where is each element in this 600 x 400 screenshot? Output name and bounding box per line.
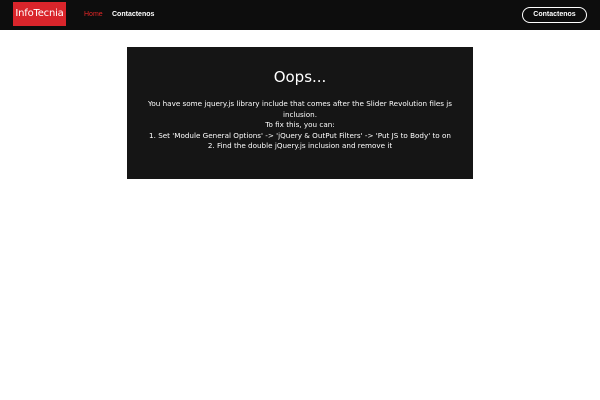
slider-error-box — [127, 47, 473, 179]
error-line: 1. Set 'Module General Options' -> 'jQuery & OutPut Filters' -> 'Put JS to Body' to on — [149, 130, 451, 140]
error-line: inclusion. — [282, 109, 318, 119]
error-title: Oops... — [273, 68, 327, 86]
error-line: You have some jquery.js library include that comes after the Slider Revolution files js — [147, 99, 453, 108]
nav-home-link[interactable]: Home — [84, 11, 103, 18]
contactenos-button[interactable]: Contactenos — [522, 7, 587, 23]
error-message — [135, 99, 465, 152]
top-navbar — [0, 0, 600, 30]
infotecnia-logo[interactable]: InfoTecnia — [13, 2, 66, 26]
nav-contactenos-link[interactable]: Contactenos — [112, 11, 155, 18]
error-line: To fix this, you can: — [265, 120, 335, 129]
error-line: 2. Find the double jQuery.js inclusion and remove it — [207, 141, 393, 150]
